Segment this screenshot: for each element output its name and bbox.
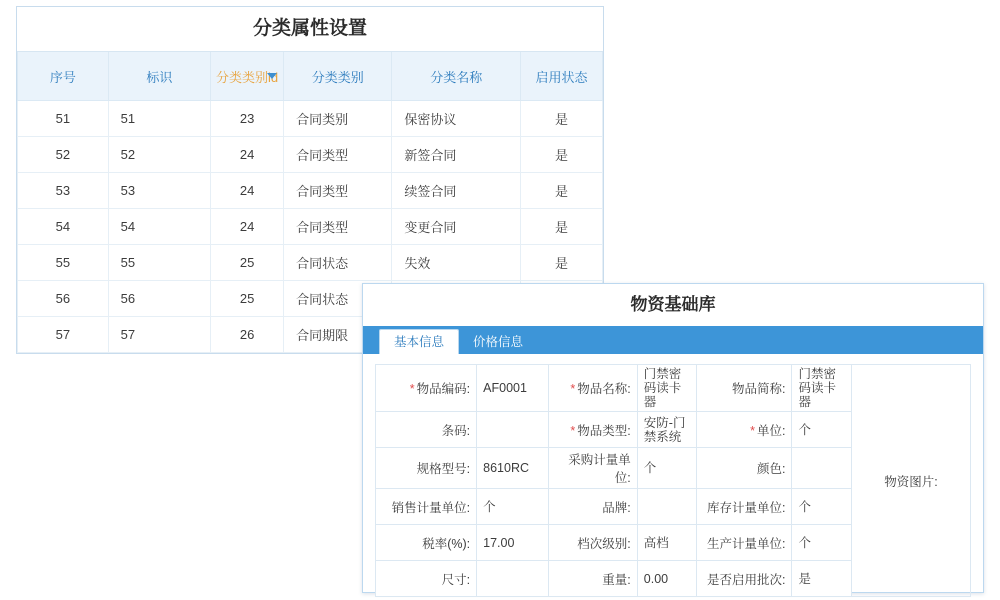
- label-item-type-text: 物品类型:: [577, 423, 631, 438]
- label-weight: 重量:: [548, 561, 637, 597]
- value-item-name[interactable]: 门禁密码读卡器: [637, 365, 697, 412]
- dialog-title: 物资基础库: [630, 295, 716, 314]
- label-item-type: [548, 412, 637, 448]
- value-production-unit[interactable]: 个: [792, 525, 852, 561]
- cell-id: 55: [108, 245, 210, 281]
- cell-enabled-status: 是: [521, 173, 603, 209]
- value-size[interactable]: [477, 561, 548, 597]
- table-row[interactable]: [18, 101, 603, 137]
- tab-price-info[interactable]: 价格信息: [473, 335, 524, 349]
- cell-seq: 51: [18, 101, 109, 137]
- value-item-short-name[interactable]: 门禁密码读卡器: [792, 365, 852, 412]
- value-sales-unit[interactable]: 个: [477, 489, 548, 525]
- cell-category-type: 合同状态: [284, 281, 392, 317]
- cell-id: 54: [108, 209, 210, 245]
- sort-descending-icon[interactable]: [267, 73, 277, 79]
- cell-enabled-status: 是: [521, 101, 603, 137]
- cell-category-type: 合同期限: [284, 317, 392, 353]
- label-item-code-text: 物品编码:: [416, 382, 471, 396]
- column-header-category-type-id[interactable]: [211, 52, 284, 101]
- cell-category-type: 合同类别: [284, 101, 392, 137]
- value-unit[interactable]: 个: [792, 412, 852, 448]
- value-enable-batch[interactable]: 是: [792, 561, 852, 597]
- value-tax-rate[interactable]: 17.00: [477, 525, 548, 561]
- label-brand: 品牌:: [548, 489, 637, 525]
- cell-seq: 57: [18, 317, 109, 353]
- label-purchase-unit: 采购计量单位:: [548, 448, 637, 489]
- cell-category-type-id: 24: [211, 173, 284, 209]
- label-color: 颜色:: [697, 448, 792, 489]
- page-title: 分类属性设置: [17, 7, 603, 52]
- cell-category-type-id: 24: [211, 137, 284, 173]
- label-unit-text: 单位:: [756, 423, 786, 438]
- material-image-cell[interactable]: 物资图片:: [851, 365, 970, 597]
- cell-category-name: 失效: [392, 245, 521, 281]
- form-row: [376, 365, 971, 412]
- cell-enabled-status: 是: [521, 137, 603, 173]
- label-stock-unit: 库存计量单位:: [697, 489, 792, 525]
- label-enable-batch: 是否启用批次:: [697, 561, 792, 597]
- label-production-unit: 生产计量单位:: [697, 525, 792, 561]
- label-grade-level: 档次级别:: [548, 525, 637, 561]
- column-header-category-name[interactable]: 分类名称: [392, 52, 521, 101]
- cell-id: 51: [108, 101, 210, 137]
- cell-category-type-id: 25: [211, 281, 284, 317]
- required-marker: *: [570, 423, 576, 438]
- label-item-short-name: 物品简称:: [697, 365, 792, 412]
- required-marker: *: [570, 382, 576, 396]
- required-marker: *: [409, 382, 415, 396]
- cell-seq: 53: [18, 173, 109, 209]
- cell-category-name: 续签合同: [392, 173, 521, 209]
- value-weight[interactable]: 0.00: [637, 561, 697, 597]
- value-grade-level[interactable]: 高档: [637, 525, 697, 561]
- value-item-code[interactable]: AF0001: [477, 365, 548, 412]
- value-spec-model[interactable]: 8610RC: [477, 448, 548, 489]
- cell-category-type-id: 24: [211, 209, 284, 245]
- cell-category-type-id: 25: [211, 245, 284, 281]
- cell-id: 56: [108, 281, 210, 317]
- cell-enabled-status: 是: [521, 245, 603, 281]
- label-size: 尺寸:: [376, 561, 477, 597]
- value-brand[interactable]: [637, 489, 697, 525]
- cell-category-name: 保密协议: [392, 101, 521, 137]
- cell-category-type-id: 23: [211, 101, 284, 137]
- label-tax-rate: 税率(%):: [376, 525, 477, 561]
- value-color[interactable]: [792, 448, 852, 489]
- table-row[interactable]: [18, 245, 603, 281]
- cell-seq: 54: [18, 209, 109, 245]
- cell-category-type: 合同类型: [284, 137, 392, 173]
- column-header-category-type-id-label: 分类类别id: [216, 69, 279, 85]
- cell-seq: 52: [18, 137, 109, 173]
- cell-category-type: 合同状态: [284, 245, 392, 281]
- cell-id: 53: [108, 173, 210, 209]
- tab-basic-info[interactable]: 基本信息: [379, 329, 459, 354]
- required-marker: *: [750, 423, 755, 438]
- table-header-row: [18, 52, 603, 101]
- column-header-enabled-status[interactable]: 启用状态: [521, 52, 603, 101]
- column-header-seq[interactable]: 序号: [18, 52, 109, 101]
- cell-seq: 55: [18, 245, 109, 281]
- cell-seq: 56: [18, 281, 109, 317]
- label-spec-model: 规格型号:: [376, 448, 477, 489]
- label-item-code: [376, 365, 477, 412]
- label-item-name: [548, 365, 637, 412]
- tabbar: [363, 326, 983, 354]
- column-header-category-type[interactable]: 分类类别: [284, 52, 392, 101]
- basic-info-form: [363, 354, 983, 597]
- label-unit: [697, 412, 792, 448]
- table-row[interactable]: [18, 173, 603, 209]
- table-row[interactable]: [18, 209, 603, 245]
- label-sales-unit: 销售计量单位:: [376, 489, 477, 525]
- value-barcode[interactable]: [477, 412, 548, 448]
- cell-category-name: 变更合同: [392, 209, 521, 245]
- value-stock-unit[interactable]: 个: [792, 489, 852, 525]
- label-item-name-text: 物品名称:: [577, 382, 631, 396]
- label-barcode: 条码:: [376, 412, 477, 448]
- cell-enabled-status: 是: [521, 209, 603, 245]
- cell-id: 52: [108, 137, 210, 173]
- material-base-library-dialog: [362, 283, 984, 593]
- value-purchase-unit[interactable]: 个: [637, 448, 697, 489]
- cell-id: 57: [108, 317, 210, 353]
- cell-category-type: 合同类型: [284, 173, 392, 209]
- cell-category-type-id: 26: [211, 317, 284, 353]
- table-row[interactable]: [18, 137, 603, 173]
- cell-category-type: 合同类型: [284, 209, 392, 245]
- material-form-table: [375, 364, 971, 597]
- value-item-type[interactable]: 安防-门禁系统: [637, 412, 697, 448]
- column-header-id[interactable]: 标识: [108, 52, 210, 101]
- cell-category-name: 新签合同: [392, 137, 521, 173]
